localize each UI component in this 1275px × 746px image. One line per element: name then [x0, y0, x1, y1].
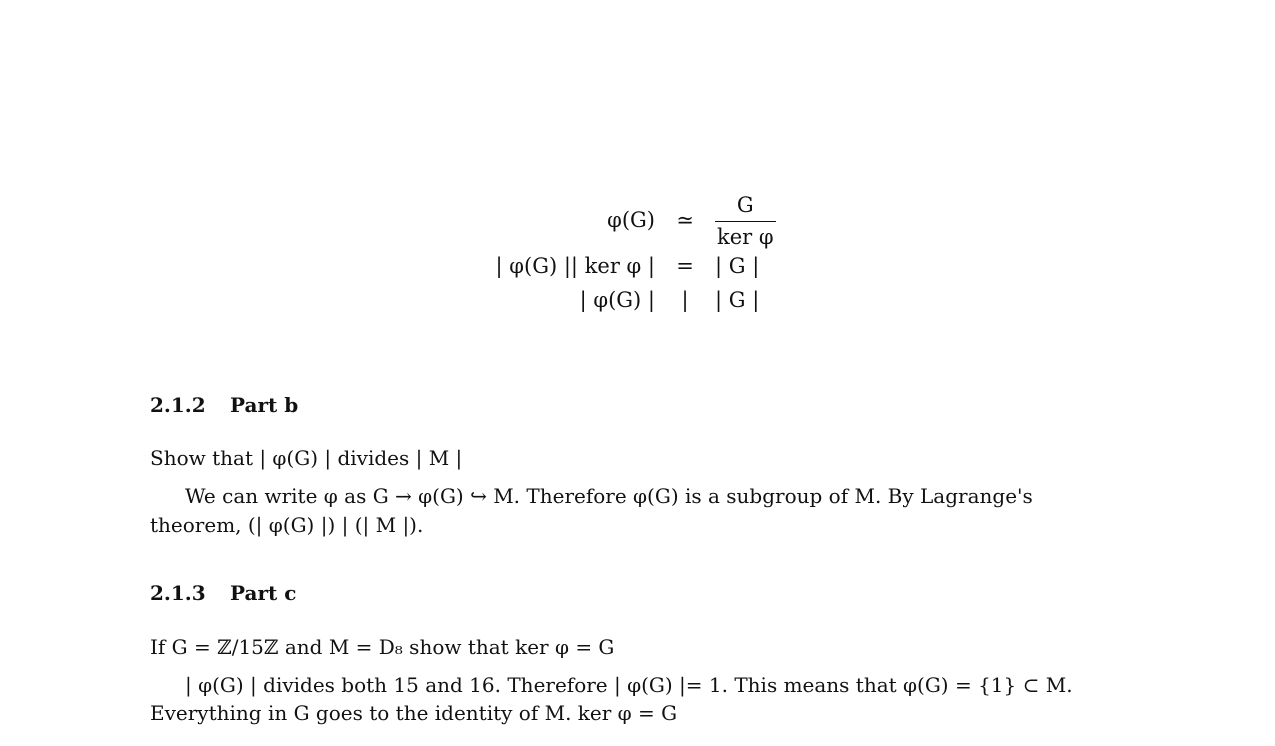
section-title: Part c — [230, 581, 297, 605]
equation-2-lhs: | φ(G) || ker φ | — [495, 254, 655, 278]
equation-1-lhs: φ(G) — [607, 208, 655, 232]
equation-3-lhs: | φ(G) | — [579, 288, 655, 312]
proof-line-1-part-b: We can write φ as G → φ(G) ↪ M. Therefore φ(G) is a subgroup of M. By Lagrange's — [185, 484, 1033, 508]
section-title: Part b — [230, 393, 299, 417]
proof-line-2-part-b: theorem, (| φ(G) |) | (| M |). — [150, 513, 424, 537]
section-number: 2.1.2 — [150, 393, 206, 417]
proof-line-1-part-c: | φ(G) | divides both 15 and 16. Therefore | φ(G) |= 1. This means that φ(G) = {1} ⊂ M. — [185, 673, 1073, 697]
proof-line-2-part-c: Everything in G goes to the identity of M. ker φ = G — [150, 701, 678, 725]
equation-3-relation: | — [681, 288, 689, 312]
equation-1-relation: ≃ — [676, 208, 694, 232]
fraction-numerator: G — [736, 193, 754, 217]
equation-1-rhs-fraction — [715, 193, 915, 249]
problem-statement-part-b: Show that | φ(G) | divides | M | — [150, 446, 463, 470]
section-heading-part-c — [150, 581, 296, 605]
fraction-denominator: ker φ — [715, 221, 776, 249]
problem-statement-part-c: If G = ℤ/15ℤ and M = D₈ show that ker φ = G — [150, 635, 615, 659]
section-heading-part-b — [150, 393, 298, 417]
equation-3-rhs: | G | — [715, 288, 760, 312]
equation-2-rhs: | G | — [715, 254, 760, 278]
section-number: 2.1.3 — [150, 581, 206, 605]
equation-2-relation: = — [676, 254, 694, 278]
